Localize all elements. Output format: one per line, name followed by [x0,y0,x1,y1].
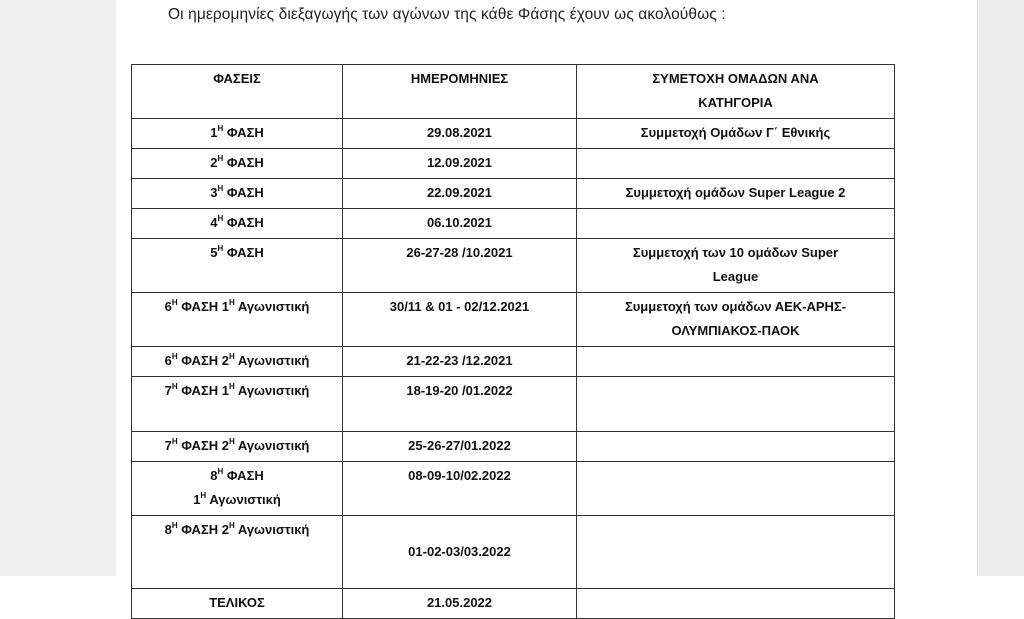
table-row [132,293,895,347]
table-row [132,119,895,149]
date-cell: 18-19-20 /01.2022 [343,377,577,432]
header-participation: ΣΥΜΕΤΟΧΗ ΟΜΑΔΩΝ ΑΝΑ ΚΑΤΗΓΟΡΙΑ [577,65,895,119]
phase-cell: $7^H$ ΦΑΣΗ $2^H$ Αγωνιστική [132,432,343,462]
date-cell: 06.10.2021 [343,209,577,239]
participation-cell [577,347,895,377]
participation-cell [577,377,895,432]
date-cell: 30/11 & 01 - 02/12.2021 [343,293,577,347]
participation-cell [577,432,895,462]
table-row [132,347,895,377]
phase-cell: $8^H$ ΦΑΣΗ $2^H$ Αγωνιστική [132,516,343,589]
date-cell: 21.05.2022 [343,589,577,619]
phase-cell: $5^H$ ΦΑΣΗ [132,239,343,293]
table-row [132,209,895,239]
phase-cell: $3^H$ ΦΑΣΗ [132,179,343,209]
page-right-edge [977,0,1024,576]
table-row [132,462,895,516]
participation-cell [577,462,895,516]
table-row [132,432,895,462]
phase-cell: $2^H$ ΦΑΣΗ [132,149,343,179]
participation-cell: Συμμετοχή των 10 ομάδων Super League [577,239,895,293]
participation-cell: Συμμετοχή των ομάδων ΑΕΚ-ΑΡΗΣ- ΟΛΥΜΠΙΑΚΟΣ-ΠΑΟΚ [577,293,895,347]
phase-cell: $6^H$ ΦΑΣΗ $1^H$ Αγωνιστική [132,293,343,347]
date-cell: 08-09-10/02.2022 [343,462,577,516]
phase-cell: $6^H$ ΦΑΣΗ $2^H$ Αγωνιστική [132,347,343,377]
left-background [0,0,116,576]
participation-cell [577,589,895,619]
date-cell: 29.08.2021 [343,119,577,149]
intro-text: Οι ημερομηνίες διεξαγωγής των αγώνων της κάθε Φάσης έχουν ως ακολούθως : [168,6,726,23]
table-row [132,516,895,589]
table-row [132,377,895,432]
date-cell: 21-22-23 /12.2021 [343,347,577,377]
phase-schedule-table [131,64,895,619]
table-row [132,239,895,293]
participation-cell: Συμμετοχή Ομάδων Γ΄ Εθνικής [577,119,895,149]
participation-cell: Συμμετοχή ομάδων Super League 2 [577,179,895,209]
participation-cell [577,149,895,179]
header-dates: ΗΜΕΡΟΜΗΝΙΕΣ [343,65,577,119]
header-row [132,65,895,119]
header-phases: ΦΑΣΕΙΣ [132,65,343,119]
phase-cell: $4^H$ ΦΑΣΗ [132,209,343,239]
participation-cell [577,209,895,239]
phase-cell: $7^H$ ΦΑΣΗ $1^H$ Αγωνιστική [132,377,343,432]
date-cell: 22.09.2021 [343,179,577,209]
table-row [132,589,895,619]
date-cell: 12.09.2021 [343,149,577,179]
table-row [132,179,895,209]
date-cell: 01-02-03/03.2022 [343,516,577,589]
table-row [132,149,895,179]
date-cell: 26-27-28 /10.2021 [343,239,577,293]
phase-cell: ΤΕΛΙΚΟΣ [132,589,343,619]
participation-cell [577,516,895,589]
phase-cell: $8^H$ ΦΑΣΗ $1^H$ Αγωνιστική [132,462,343,516]
date-cell: 25-26-27/01.2022 [343,432,577,462]
phase-cell: $1^H$ ΦΑΣΗ [132,119,343,149]
